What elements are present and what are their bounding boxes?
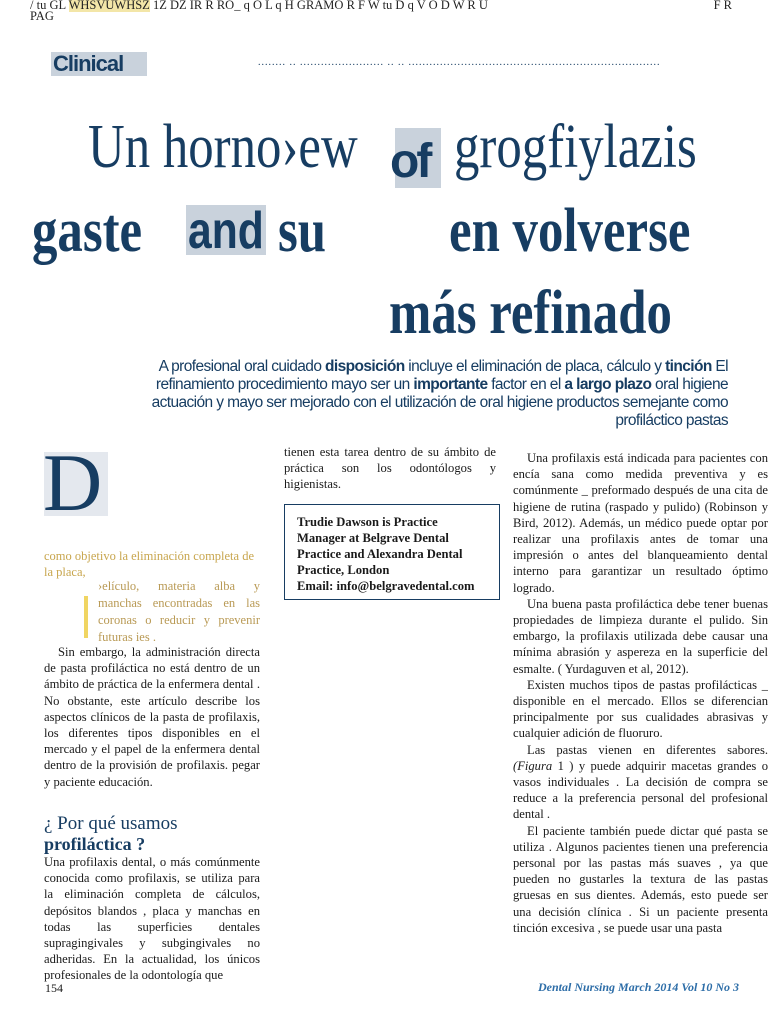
title-line-1a <box>88 112 358 182</box>
highlight-bar <box>84 596 88 638</box>
standfirst-emph: tinción <box>665 358 712 375</box>
author-email: Email: info@belgravedental.com <box>297 579 475 593</box>
section-heading-2: profiláctica ? <box>44 834 146 854</box>
paragraph <box>513 742 768 823</box>
column-2 <box>284 444 496 493</box>
column-1-continued <box>44 854 260 984</box>
paragraph: Existen muchos tipos de pastas profilácticas _ disponible en el mercado. Ellos se diferencian principalmente por sus cualidades abrasivas y cualquier adición de fluoruro. <box>513 677 768 741</box>
title-word-horno: Un horno <box>88 113 282 181</box>
faded-text-1: como objetivo la eliminación completa de la placa, <box>44 549 255 579</box>
standfirst-text: factor en el <box>487 376 565 393</box>
standfirst-text: oral higiene <box>651 376 728 393</box>
title-word-gaste: gaste <box>32 197 143 265</box>
title-word-of: of <box>390 135 430 188</box>
title-line-2b: en volverse <box>449 197 691 265</box>
column-3 <box>513 450 768 936</box>
running-head-rest: 1Z DZ IR R RO_ q O L q H GRAMO R F W tu D q V O D W R U <box>152 0 488 12</box>
paragraph: Sin embargo, la administración directa de pasta profiláctica no está dentro de un ámbito de práctica de la enfermera dental . No obstante, este artículo describe los aspectos clínicos de la pasta de profilaxis, los diferentes tipos disponibles en el mercado y el papel de la enfermera dental dentro de la provisión de profilaxis. pegar y paciente educación. <box>44 645 260 789</box>
standfirst-text: A profesional oral cuidado <box>158 358 326 375</box>
running-head-left: / tu GL <box>30 0 66 12</box>
journal-footer <box>538 980 739 995</box>
title-word-and: and <box>188 202 264 260</box>
paragraph: tienen esta tarea dentro de su ámbito de práctica son los odontólogos y higienistas. <box>284 445 496 492</box>
running-head-pag: PAG <box>30 9 54 22</box>
paragraph: Una buena pasta profiláctica debe tener buenas propiedades de limpieza durante el pulido. Sin embargo, la profilaxis utilizada debe causar una mínima abrasión y aspereza en la superficie del esmalte. ( Yurdaguven et al, 2012). <box>513 596 768 676</box>
standfirst-emph: a largo plazo <box>564 376 652 393</box>
title-word-su: su <box>278 197 327 265</box>
standfirst-emph: disposición <box>325 358 405 375</box>
dotted-rule: ........ .. ........................ .. .. ........................................................................ <box>258 57 661 68</box>
title-line-3: más refinado <box>389 279 672 347</box>
standfirst-emph: importante <box>413 376 488 393</box>
running-head <box>30 0 730 22</box>
paragraph-text: Las pastas vienen en diferentes sabores. <box>527 742 768 757</box>
standfirst-text: refinamiento procedimiento mayo ser un <box>155 376 414 393</box>
section-heading-1: ¿ Por qué usamos <box>44 813 178 834</box>
paragraph: El paciente también puede dictar qué pasta se utiliza . Algunos pacientes tienen una preferencia personal por las pastas más suaves , ya que pueden no gustarles la textura de las pastas gruesas en sus dientes. Además, esto puede ser una decisión clínica . Si un paciente presenta tinción excesiva , se puede usar una pasta <box>513 823 768 935</box>
running-head-right: F R <box>713 0 732 12</box>
paragraph: Una profilaxis está indicada para pacientes con encía sana como medida preventiva y es comúnmente _ preformado después de una cita de higiene de rutina (raspado y pulido) (Robinson y Bird, 2012). Además, un médico puede optar por realizar una profilaxis antes de tomar una impresión o antes del blanqueamiento dental interno para garantizar un resultado óptimo logrado. <box>513 451 768 595</box>
standfirst <box>98 358 728 430</box>
standfirst-text: actuación y mayo ser mejorado con el utilización de oral higiene productos semejante como <box>151 394 728 411</box>
dropcap: D <box>43 437 103 528</box>
running-head-highlight: WHSVUWHSZ <box>68 0 150 12</box>
column-1 <box>44 644 260 790</box>
standfirst-text: El <box>711 358 728 375</box>
author-bio: Trudie Dawson is Practice Manager at Belgrave Dental Practice and Alexandra Dental Practice, London <box>297 515 463 577</box>
figure-reference: (Figura <box>513 758 553 773</box>
section-tag: Clinical <box>51 52 147 76</box>
journal-name: Dental Nursing March 2014 <box>538 980 679 994</box>
title-word-grogfiylazis: grogfiylazis <box>454 113 697 181</box>
journal-volume: Vol 10 No 3 <box>681 980 740 994</box>
paragraph: Una profilaxis dental, o más comúnmente conocida como profilaxis, se utiliza para la eliminación completa de cálculos, depósitos blandos , placa y manchas en todas las superficies dentales supragingivales y subgingivales no adheridas. En la actualidad, los únicos profesionales de la odontología que <box>44 855 260 983</box>
page-number: 154 <box>45 981 63 995</box>
title-word-ew: ›ew <box>281 113 358 181</box>
paragraph-text: 1 ) y puede adquirir macetas grandes o vasos individuales . La decisión de compra se reduce a la preferencia personal del profesional dental . <box>513 758 768 822</box>
author-box <box>284 504 500 600</box>
standfirst-text: profiláctico pastas <box>615 412 728 429</box>
standfirst-text: incluye el eliminación de placa, cálculo y <box>404 358 666 375</box>
faded-text-2: ›elículo, materia alba y manchas encontradas en las coronas o reducir y prevenir futuras ies . <box>98 579 260 644</box>
